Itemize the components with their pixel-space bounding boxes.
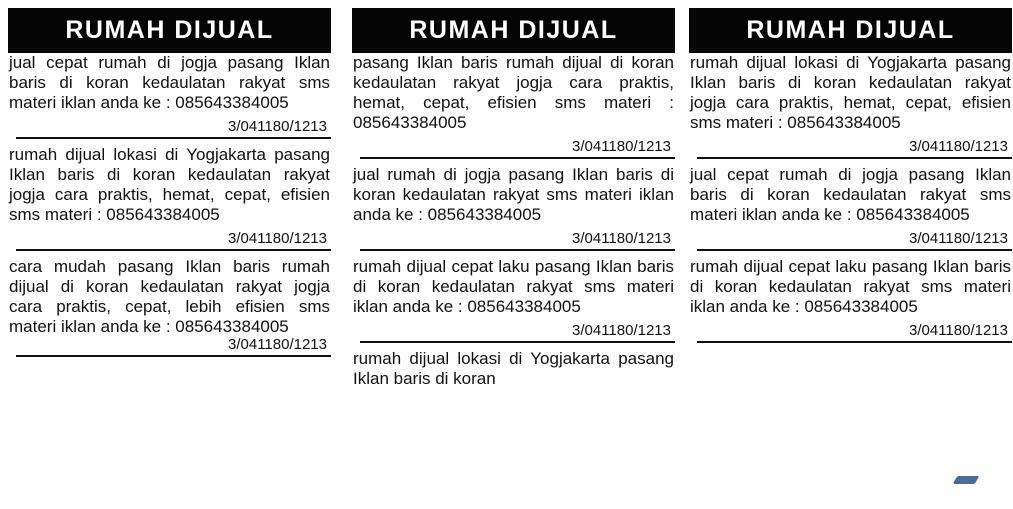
classified-ad xyxy=(8,53,331,139)
ad-divider xyxy=(16,249,331,251)
classified-ad xyxy=(689,257,1012,343)
ad-text: pasang Iklan baris rumah dijual di koran kedaulatan rakyat jogja cara praktis, hemat, cepat, efisien sms materi : 085643384005 xyxy=(353,53,674,132)
ad-column-2 xyxy=(352,8,675,509)
ad-column-1 xyxy=(8,8,331,509)
ad-code: 3/041180/1213 xyxy=(228,336,327,353)
ad-code: 3/041180/1213 xyxy=(228,118,327,135)
ad-code: 3/041180/1213 xyxy=(572,322,671,339)
ad-text: jual rumah di jogja pasang Iklan baris di koran kedaulatan rakyat sms materi iklan anda ke : 085643384005 xyxy=(353,165,674,224)
column-header: RUMAH DIJUAL xyxy=(8,8,331,53)
ad-code: 3/041180/1213 xyxy=(909,138,1008,155)
ad-divider xyxy=(697,341,1012,343)
classified-ad xyxy=(352,349,675,389)
ad-divider xyxy=(360,157,675,159)
ad-code: 3/041180/1213 xyxy=(572,230,671,247)
classified-ad xyxy=(689,53,1012,159)
ad-code: 3/041180/1213 xyxy=(228,230,327,247)
ad-text: jual cepat rumah di jogja pasang Iklan baris di koran kedaulatan rakyat sms materi iklan anda ke : 085643384005 xyxy=(9,53,330,112)
ad-divider xyxy=(16,137,331,139)
ad-code: 3/041180/1213 xyxy=(909,230,1008,247)
classified-ad xyxy=(8,145,331,251)
classified-ad xyxy=(352,257,675,343)
ad-divider xyxy=(697,157,1012,159)
ad-divider xyxy=(360,341,675,343)
ad-text: rumah dijual lokasi di Yogjakarta pasang Iklan baris di koran xyxy=(353,349,674,388)
classified-ad xyxy=(8,257,331,357)
ad-divider xyxy=(697,249,1012,251)
ad-text: jual cepat rumah di jogja pasang Iklan baris di koran kedaulatan rakyat sms materi iklan anda ke : 085643384005 xyxy=(690,165,1011,224)
ad-text: cara mudah pasang Iklan baris rumah dijual di koran kedaulatan rakyat jogja cara praktis, cepat, lebih efisien sms materi iklan anda ke : 085643384005 xyxy=(9,257,330,336)
ad-code: 3/041180/1213 xyxy=(572,138,671,155)
ad-text: rumah dijual cepat laku pasang Iklan baris di koran kedaulatan rakyat sms materi iklan anda ke : 085643384005 xyxy=(353,257,674,316)
column-header: RUMAH DIJUAL xyxy=(689,8,1012,53)
ad-divider xyxy=(360,249,675,251)
ad-text: rumah dijual lokasi di Yogjakarta pasang Iklan baris di koran kedaulatan rakyat jogja cara praktis, hemat, cepat, efisien sms materi : 085643384005 xyxy=(9,145,330,224)
ad-text: rumah dijual cepat laku pasang Iklan baris di koran kedaulatan rakyat sms materi iklan anda ke : 085643384005 xyxy=(690,257,1011,316)
classified-ad xyxy=(689,165,1012,251)
ad-divider xyxy=(16,355,331,357)
ad-code: 3/041180/1213 xyxy=(909,322,1008,339)
ad-column-3 xyxy=(689,8,1012,509)
classified-ad xyxy=(352,53,675,159)
ad-text: rumah dijual lokasi di Yogjakarta pasang Iklan baris di koran kedaulatan rakyat jogja cara praktis, hemat, cepat, efisien sms materi : 085643384005 xyxy=(690,53,1011,132)
classified-ad xyxy=(352,165,675,251)
column-header: RUMAH DIJUAL xyxy=(352,8,675,53)
